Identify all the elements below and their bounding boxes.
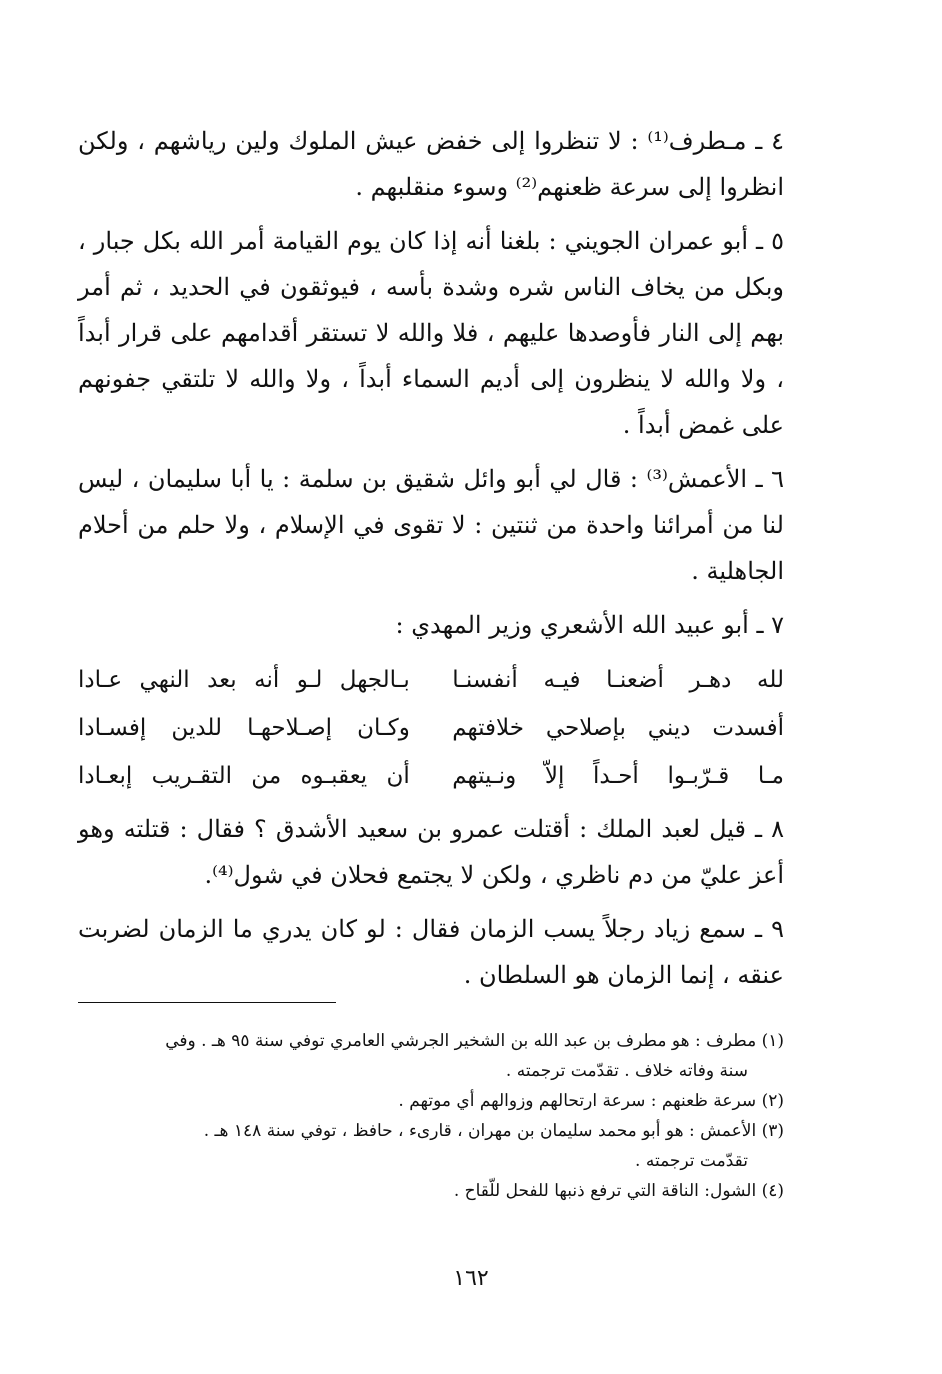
poem <box>78 656 784 800</box>
footnote-3-continuation: تقدّمت ترجمته . <box>635 1151 748 1171</box>
footnote-3 <box>78 1116 784 1176</box>
footnote-divider <box>78 1002 336 1003</box>
verse-first-hemistich: أفسدت ديني بإصلاحي خلافتهم <box>452 715 784 741</box>
paragraph-8: ٨ ـ قيل لعبد الملك : أقتلت عمرو بن سعيد الأشدق ؟ فقال : قتلته وهو أعز عليّ من دم ناظري ، ولكن لا يجتمع فحلان في شول⁽⁴⁾. <box>78 815 784 889</box>
paragraph-7-intro: ٧ ـ أبو عبيد الله الأشعري وزير المهدي : <box>395 611 784 639</box>
footnote-4-text: (٤) الشول: الناقة التي ترفع ذنبها للفحل للّقاح . <box>453 1181 784 1201</box>
verse-second-hemistich: أن يعقبـوه من التقـريب إبعـادا <box>78 763 410 789</box>
page-number: ١٦٢ <box>453 1266 489 1291</box>
paragraph-4: ٤ ـ مـطرف⁽¹⁾ : لا تنظروا إلى خفض عيش الملوك ولين رياشهم ، ولكن انظروا إلى سرعة ظعنهم⁽²⁾ وسوء منقلبهم . <box>78 127 784 201</box>
footnote-3-text: (٣) الأعمش : هو أبو محمد سليمان بن مهران ، قارىء ، حافظ ، توفي سنة ١٤٨ هـ . <box>203 1121 784 1141</box>
paragraph-6: ٦ ـ الأعمش⁽³⁾ : قال لي أبو وائل شقيق بن سلمة : يا أبا سليمان ، ليس لنا من أمرائنا واحدة من ثنتين : لا تقوى في الإسلام ، ولا حلم من أحلام الجاهلية . <box>78 465 784 585</box>
footnote-1-text: (١) مطرف : هو مطرف بن عبد الله بن الشخير الجرشي العامري توفي سنة ٩٥ هـ . وفي <box>165 1031 784 1051</box>
paragraph-5: ٥ ـ أبو عمران الجويني : بلغنا أنه إذا كان يوم القيامة أمر الله بكل جبار ، وبكل من يخاف الناس شره وشدة بأسه ، فيوثقون في الحديد ، ثم أمر بهم إلى النار فأوصدها عليهم ، فلا والله لا تستقر أقدامهم على قرار أبداً ، ولا والله لا ينظرون إلى أديم السماء أبداً ، ولا والله لا تلتقي جفونهم على غمض أبداً . <box>78 227 784 439</box>
verse-line <box>78 656 784 704</box>
paragraph-9: ٩ ـ سمع زياد رجلاً يسب الزمان فقال : لو كان يدري ما الزمان لضربت عنقه ، إنما الزمان هو السلطان . <box>78 915 784 989</box>
main-text <box>78 118 784 1006</box>
verse-first-hemistich: لله دهـر أضعنـا فيـه أنفسنـا <box>452 667 784 693</box>
footnote-1 <box>78 1026 784 1086</box>
footnote-2 <box>78 1086 784 1116</box>
footnote-4 <box>78 1176 784 1206</box>
footnote-1-continuation: سنة وفاته خلاف . تقدّمت ترجمته . <box>505 1061 748 1081</box>
verse-second-hemistich: بـالجهل لـو أنه بعد النهي عـادا <box>78 667 410 693</box>
verse-line <box>78 704 784 752</box>
footnotes <box>78 1026 784 1206</box>
verse-line <box>78 752 784 800</box>
verse-second-hemistich: وكـان إصـلاحهـا للدين إفسـادا <box>78 715 410 741</box>
verse-first-hemistich: مـا قـرّبـوا أحـداً إلاّ ونـيتهم <box>452 763 784 789</box>
footnote-2-text: (٢) سرعة ظعنهم : سرعة ارتحالهم وزوالهم أي موتهم . <box>398 1091 784 1111</box>
